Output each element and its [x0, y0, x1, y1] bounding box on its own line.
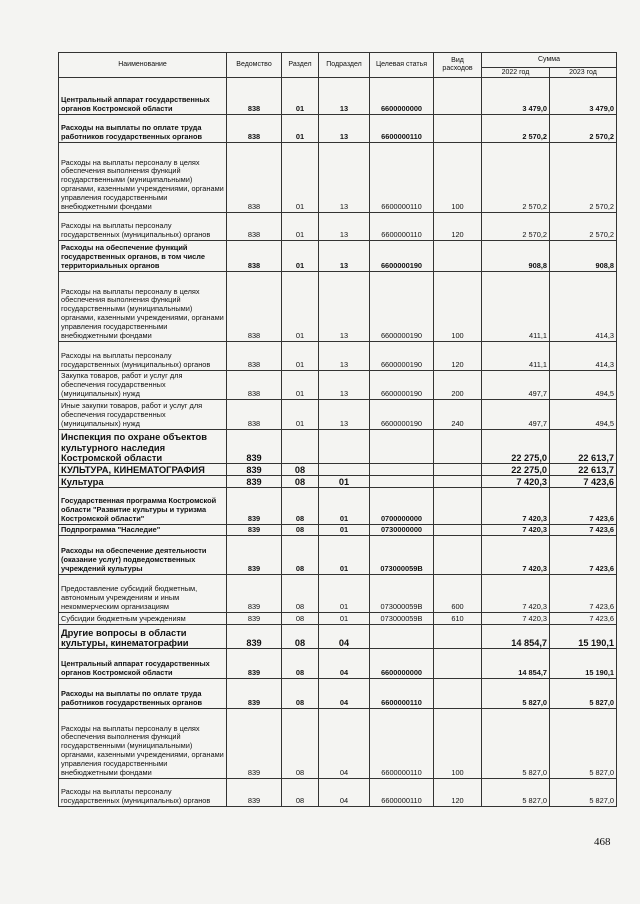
row-sum-2023: 15 190,1	[550, 625, 617, 649]
row-vedomstvo: 839	[227, 779, 282, 807]
row-vid	[434, 78, 482, 115]
row-razdel: 08	[282, 476, 319, 488]
row-sum-2023: 5 827,0	[550, 709, 617, 779]
table-row	[59, 575, 617, 613]
row-vedomstvo: 838	[227, 400, 282, 430]
row-vedomstvo: 839	[227, 649, 282, 679]
row-vid: 200	[434, 371, 482, 400]
row-sum-2023: 2 570,2	[550, 115, 617, 143]
row-sum-2022: 411,1	[482, 342, 550, 371]
row-podrazdel: 04	[319, 709, 370, 779]
row-razdel: 01	[282, 115, 319, 143]
row-podrazdel: 01	[319, 536, 370, 575]
row-podrazdel	[319, 464, 370, 476]
row-sum-2023: 414,3	[550, 272, 617, 342]
row-vid: 100	[434, 143, 482, 213]
row-sum-2023: 494,5	[550, 400, 617, 430]
row-name: Другие вопросы в области культуры, кинематографии	[59, 625, 227, 649]
row-vedomstvo: 838	[227, 342, 282, 371]
table-row	[59, 649, 617, 679]
row-name: КУЛЬТУРА, КИНЕМАТОГРАФИЯ	[59, 464, 227, 476]
row-vid	[434, 430, 482, 464]
row-sum-2023: 494,5	[550, 371, 617, 400]
budget-table	[58, 52, 617, 807]
row-sum-2022: 497,7	[482, 400, 550, 430]
row-sum-2022: 7 420,3	[482, 536, 550, 575]
row-sum-2022: 5 827,0	[482, 779, 550, 807]
table-row	[59, 143, 617, 213]
row-sum-2022: 2 570,2	[482, 115, 550, 143]
row-celevaya	[370, 430, 434, 464]
row-celevaya: 0700000000	[370, 488, 434, 525]
table-row	[59, 525, 617, 536]
col-header-razdel: Раздел	[282, 53, 319, 78]
row-sum-2023: 15 190,1	[550, 649, 617, 679]
row-sum-2023: 7 423,6	[550, 613, 617, 625]
row-sum-2023: 5 827,0	[550, 779, 617, 807]
row-podrazdel: 01	[319, 476, 370, 488]
table-row	[59, 679, 617, 709]
row-razdel: 01	[282, 241, 319, 272]
row-sum-2022: 908,8	[482, 241, 550, 272]
row-name: Иные закупки товаров, работ и услуг для обеспечения государственных (муниципальных) нужд	[59, 400, 227, 430]
row-name: Субсидии бюджетным учреждениям	[59, 613, 227, 625]
row-podrazdel	[319, 430, 370, 464]
row-vid: 240	[434, 400, 482, 430]
row-vid: 610	[434, 613, 482, 625]
row-podrazdel: 01	[319, 525, 370, 536]
row-name: Расходы на выплаты персоналу в целях обеспечения выполнения функций государственными (муниципальными) органами, казенными учреждениями, органами управления государственными внебюджетными фондами	[59, 272, 227, 342]
row-razdel	[282, 430, 319, 464]
row-razdel: 01	[282, 371, 319, 400]
row-sum-2022: 14 854,7	[482, 649, 550, 679]
row-sum-2022: 14 854,7	[482, 625, 550, 649]
row-vid: 120	[434, 213, 482, 241]
row-sum-2023: 7 423,6	[550, 476, 617, 488]
row-celevaya: 6600000110	[370, 709, 434, 779]
row-podrazdel: 13	[319, 115, 370, 143]
row-razdel: 01	[282, 78, 319, 115]
row-sum-2023: 7 423,6	[550, 575, 617, 613]
row-vid	[434, 488, 482, 525]
row-name: Расходы на выплаты персоналу государственных (муниципальных) органов	[59, 342, 227, 371]
row-vedomstvo: 839	[227, 536, 282, 575]
row-celevaya: 6600000000	[370, 649, 434, 679]
row-sum-2022: 22 275,0	[482, 464, 550, 476]
row-vid: 100	[434, 709, 482, 779]
table-row	[59, 213, 617, 241]
row-vid: 120	[434, 342, 482, 371]
row-sum-2022: 2 570,2	[482, 143, 550, 213]
row-celevaya	[370, 464, 434, 476]
row-vid: 600	[434, 575, 482, 613]
row-sum-2023: 5 827,0	[550, 679, 617, 709]
row-celevaya: 0730000000	[370, 525, 434, 536]
row-sum-2022: 5 827,0	[482, 709, 550, 779]
row-celevaya: 6600000190	[370, 342, 434, 371]
row-vedomstvo: 839	[227, 625, 282, 649]
table-row	[59, 488, 617, 525]
row-vedomstvo: 839	[227, 430, 282, 464]
row-razdel: 08	[282, 464, 319, 476]
row-celevaya: 6600000190	[370, 272, 434, 342]
row-podrazdel: 13	[319, 143, 370, 213]
row-vedomstvo: 838	[227, 115, 282, 143]
row-vid	[434, 649, 482, 679]
row-name: Инспекция по охране объектов культурного наследия Костромской области	[59, 430, 227, 464]
row-podrazdel: 13	[319, 241, 370, 272]
table-row	[59, 115, 617, 143]
row-name: Расходы на выплаты персоналу государственных (муниципальных) органов	[59, 779, 227, 807]
row-celevaya: 073000059В	[370, 536, 434, 575]
row-sum-2023: 2 570,2	[550, 213, 617, 241]
row-vedomstvo: 838	[227, 272, 282, 342]
table-row	[59, 342, 617, 371]
row-vid: 100	[434, 272, 482, 342]
row-sum-2023: 7 423,6	[550, 525, 617, 536]
page-number: 468	[594, 836, 611, 848]
row-vedomstvo: 839	[227, 525, 282, 536]
row-podrazdel: 13	[319, 342, 370, 371]
table-row	[59, 430, 617, 464]
row-razdel: 08	[282, 575, 319, 613]
row-celevaya: 6600000110	[370, 679, 434, 709]
row-razdel: 08	[282, 613, 319, 625]
col-header-name: Наименование	[59, 53, 227, 78]
row-razdel: 08	[282, 525, 319, 536]
row-podrazdel: 04	[319, 649, 370, 679]
row-sum-2022: 411,1	[482, 272, 550, 342]
row-name: Расходы на выплаты по оплате труда работников государственных органов	[59, 115, 227, 143]
row-name: Государственная программа Костромской области "Развитие культуры и туризма Костромской области"	[59, 488, 227, 525]
row-razdel: 08	[282, 779, 319, 807]
row-vedomstvo: 839	[227, 488, 282, 525]
row-sum-2022: 7 420,3	[482, 488, 550, 525]
row-vedomstvo: 839	[227, 613, 282, 625]
row-vedomstvo: 839	[227, 709, 282, 779]
row-razdel: 08	[282, 536, 319, 575]
col-header-2023: 2023 год	[550, 68, 617, 78]
row-razdel: 08	[282, 488, 319, 525]
row-name: Расходы на выплаты по оплате труда работников государственных органов	[59, 679, 227, 709]
row-sum-2022: 7 420,3	[482, 575, 550, 613]
row-vid	[434, 625, 482, 649]
row-podrazdel: 13	[319, 213, 370, 241]
row-podrazdel: 13	[319, 371, 370, 400]
row-razdel: 01	[282, 143, 319, 213]
col-header-summa: Сумма	[482, 53, 617, 68]
table-row	[59, 400, 617, 430]
row-sum-2023: 7 423,6	[550, 536, 617, 575]
row-sum-2023: 908,8	[550, 241, 617, 272]
col-header-2022: 2022 год	[482, 68, 550, 78]
row-celevaya: 073000059В	[370, 613, 434, 625]
row-name: Расходы на выплаты персоналу государственных (муниципальных) органов	[59, 213, 227, 241]
row-sum-2023: 22 613,7	[550, 430, 617, 464]
row-name: Подпрограмма "Наследие"	[59, 525, 227, 536]
row-vedomstvo: 839	[227, 464, 282, 476]
row-podrazdel: 01	[319, 488, 370, 525]
row-celevaya: 6600000190	[370, 371, 434, 400]
row-name: Центральный аппарат государственных органов Костромской области	[59, 78, 227, 115]
table-row	[59, 78, 617, 115]
row-name: Расходы на обеспечение функций государственных органов, в том числе территориальных органов	[59, 241, 227, 272]
row-sum-2023: 2 570,2	[550, 143, 617, 213]
row-podrazdel: 01	[319, 575, 370, 613]
row-sum-2022: 497,7	[482, 371, 550, 400]
row-vedomstvo: 839	[227, 679, 282, 709]
col-header-celevaya: Целевая статья	[370, 53, 434, 78]
col-header-vid: Вид расходов	[434, 53, 482, 78]
row-vid	[434, 476, 482, 488]
row-name: Расходы на выплаты персоналу в целях обеспечения выполнения функций государственными (муниципальными) органами, казенными учреждениями, органами управления государственными внебюджетными фондами	[59, 709, 227, 779]
row-celevaya	[370, 625, 434, 649]
row-vedomstvo: 838	[227, 143, 282, 213]
row-name: Расходы на выплаты персоналу в целях обеспечения выполнения функций государственными (муниципальными) органами, казенными учреждениями, органами управления государственными внебюджетными фондами	[59, 143, 227, 213]
row-podrazdel: 04	[319, 625, 370, 649]
row-razdel: 08	[282, 625, 319, 649]
col-header-vedomstvo: Ведомство	[227, 53, 282, 78]
row-sum-2022: 5 827,0	[482, 679, 550, 709]
row-razdel: 08	[282, 679, 319, 709]
row-name: Расходы на обеспечение деятельности (оказание услуг) подведомственных учреждений культуры	[59, 536, 227, 575]
row-razdel: 01	[282, 272, 319, 342]
row-vid	[434, 241, 482, 272]
row-celevaya: 6600000190	[370, 400, 434, 430]
table-row	[59, 371, 617, 400]
row-sum-2023: 22 613,7	[550, 464, 617, 476]
row-vid	[434, 525, 482, 536]
row-vedomstvo: 838	[227, 371, 282, 400]
row-podrazdel: 01	[319, 613, 370, 625]
row-razdel: 08	[282, 709, 319, 779]
row-razdel: 08	[282, 649, 319, 679]
row-name: Культура	[59, 476, 227, 488]
row-celevaya: 6600000000	[370, 78, 434, 115]
row-sum-2022: 7 420,3	[482, 525, 550, 536]
row-sum-2023: 7 423,6	[550, 488, 617, 525]
row-razdel: 01	[282, 213, 319, 241]
row-celevaya: 6600000190	[370, 241, 434, 272]
row-vedomstvo: 839	[227, 476, 282, 488]
table-row	[59, 779, 617, 807]
row-vedomstvo: 839	[227, 575, 282, 613]
row-celevaya: 073000059В	[370, 575, 434, 613]
row-razdel: 01	[282, 342, 319, 371]
row-podrazdel: 13	[319, 400, 370, 430]
row-vid	[434, 115, 482, 143]
row-vid	[434, 464, 482, 476]
table-row	[59, 464, 617, 476]
row-sum-2022: 7 420,3	[482, 476, 550, 488]
row-celevaya: 6600000110	[370, 143, 434, 213]
row-podrazdel: 13	[319, 78, 370, 115]
row-podrazdel: 04	[319, 679, 370, 709]
row-podrazdel: 04	[319, 779, 370, 807]
row-sum-2022: 2 570,2	[482, 213, 550, 241]
row-celevaya: 6600000110	[370, 779, 434, 807]
row-vedomstvo: 838	[227, 213, 282, 241]
row-sum-2022: 3 479,0	[482, 78, 550, 115]
row-razdel: 01	[282, 400, 319, 430]
table-body	[59, 78, 617, 807]
table-row	[59, 625, 617, 649]
table-row	[59, 272, 617, 342]
table-row	[59, 613, 617, 625]
table-row	[59, 476, 617, 488]
row-vedomstvo: 838	[227, 241, 282, 272]
table-row	[59, 241, 617, 272]
row-vid	[434, 679, 482, 709]
col-header-podrazdel: Подраздел	[319, 53, 370, 78]
row-sum-2022: 22 275,0	[482, 430, 550, 464]
row-celevaya: 6600000110	[370, 213, 434, 241]
row-sum-2023: 414,3	[550, 342, 617, 371]
row-name: Закупка товаров, работ и услуг для обеспечения государственных (муниципальных) нужд	[59, 371, 227, 400]
table-row	[59, 709, 617, 779]
row-name: Предоставление субсидий бюджетным, автономным учреждениям и иным некоммерческим организациям	[59, 575, 227, 613]
row-name: Центральный аппарат государственных органов Костромской области	[59, 649, 227, 679]
row-podrazdel: 13	[319, 272, 370, 342]
row-vedomstvo: 838	[227, 78, 282, 115]
row-vid: 120	[434, 779, 482, 807]
row-vid	[434, 536, 482, 575]
row-celevaya: 6600000110	[370, 115, 434, 143]
row-sum-2022: 7 420,3	[482, 613, 550, 625]
row-sum-2023: 3 479,0	[550, 78, 617, 115]
table-row	[59, 536, 617, 575]
row-celevaya	[370, 476, 434, 488]
